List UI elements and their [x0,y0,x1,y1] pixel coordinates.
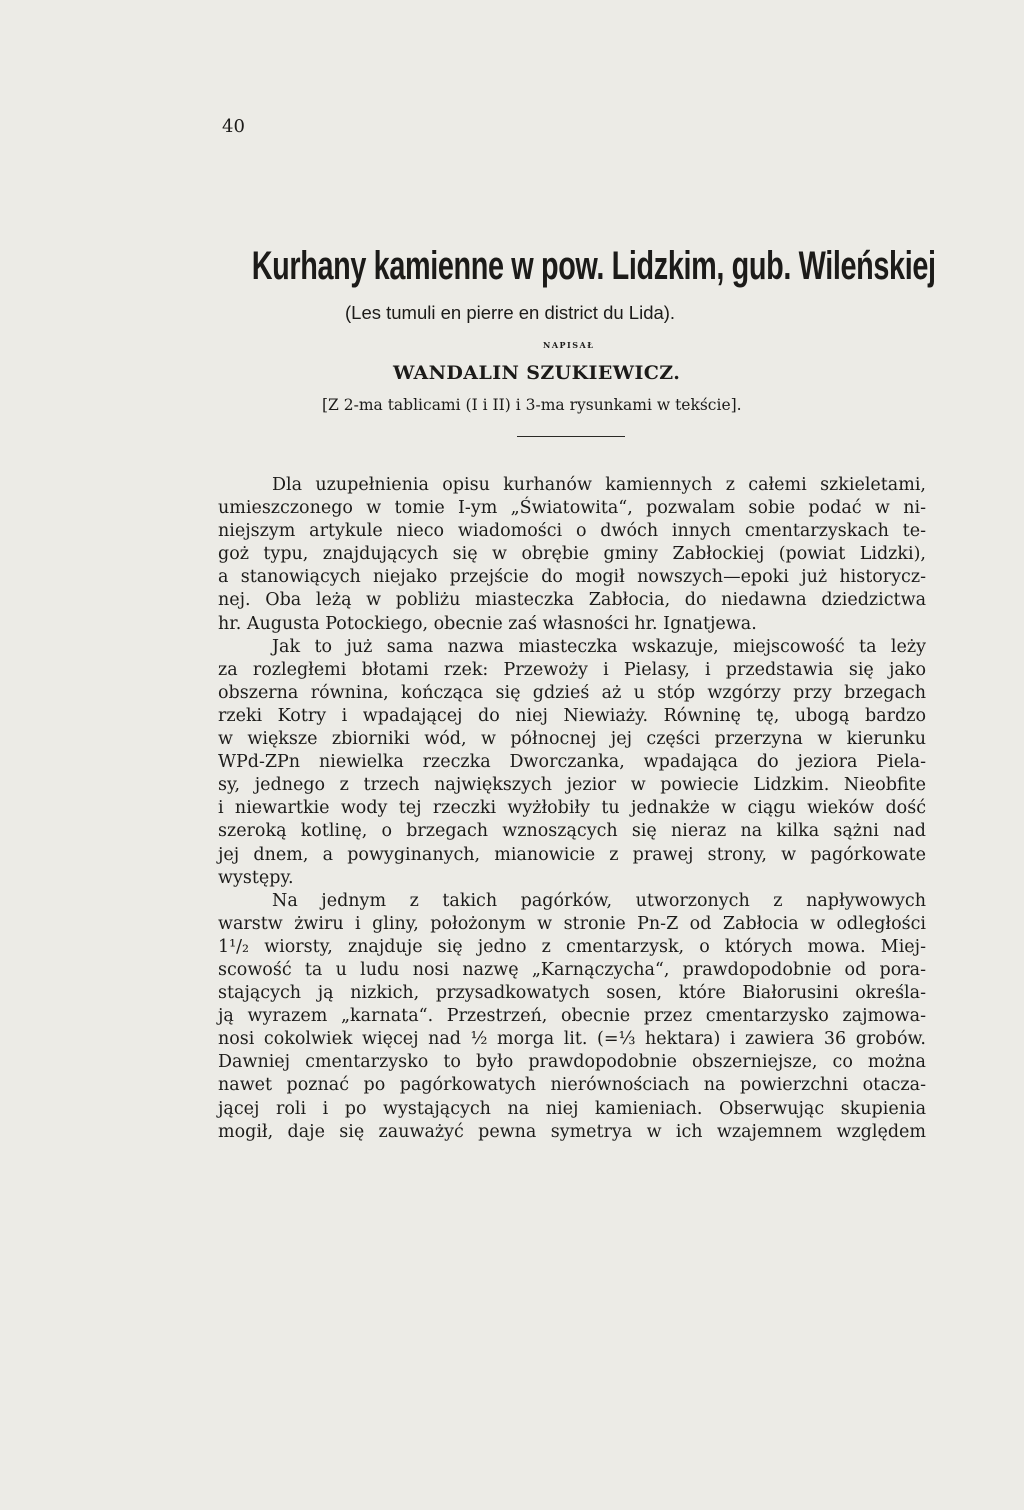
page-number: 40 [222,116,245,137]
article-title [161,244,936,289]
text-line: Na jednym z takich pagórków, utworzonych z napływowych [272,890,926,911]
byline-label: NAPISAŁ [543,340,595,350]
text-line: i niewartkie wody tej rzeczki wyżłobiły tu jednakże w ciągu wieków dość [218,798,926,819]
text-line: rzeki Kotry i wpadającej do niej Niewiaży. Równinę tę, ubogą bardzo [218,705,926,726]
text-line: nej. Oba leżą w pobliżu miasteczka Zabłocia, do niedawna dziedzictwa [218,590,926,611]
text-line: nosi cokolwiek więcej nad ½ morga lit. (=⅓ hektara) i zawiera 36 grobów. [218,1029,926,1050]
article-subtitle: (Les tumuli en pierre en district du Lida). [345,302,676,323]
text-line: hr. Augusta Potockiego, obecnie zaś własności hr. Ignatjewa. [218,613,757,634]
paragraph [218,474,926,636]
text-line: a stanowiących niejako przejście do mogił nowszych—epoki już historycz- [218,567,926,588]
section-divider [517,436,625,437]
text-line: szeroką kotlinę, o brzegach wznoszących się nieraz na kilka sążni nad [218,821,926,842]
text-line: 1¹/₂ wiorsty, znajduje się jedno z cmentarzysk, o których mowa. Miej- [218,936,926,957]
article-title-text: Kurhany kamienne w pow. Lidzkim, gub. Wileńskiej [251,244,936,288]
text-line: umieszczonego w tomie I-ym „Światowita“, pozwalam sobie podać w ni- [218,498,926,519]
text-line: występy. [218,867,294,888]
text-line: w większe zbiorniki wód, w północnej jej części przerzyna w kierunku [218,729,926,750]
text-line: Dla uzupełnienia opisu kurhanów kamiennych z całemi szkieletami, [272,475,926,495]
text-line: ją wyrazem „karnata“. Przestrzeń, obecnie przez cmentarzysko zajmowa- [218,1006,926,1027]
text-line: stających ją nizkich, przysadkowatych sosen, które Białorusini określa- [218,983,926,1004]
text-line: warstw żwiru i gliny, położonym w stronie Pn-Z od Zabłocia w odległości [218,913,926,934]
text-line: obszerna równina, kończąca się gdzieś aż u stóp wzgórzy przy brzegach [218,682,926,703]
text-line: Jak to już sama nazwa miasteczka wskazuje, miejscowość ta leży [272,636,926,657]
text-line: sy, jednego z trzech największych jezior w powiecie Lidzkim. Nieobfite [218,775,926,796]
paragraph [218,636,926,890]
author-name: WANDALIN SZUKIEWICZ. [393,362,681,384]
text-line: scowość ta u ludu nosi nazwę „Karnączycha“, prawdopodobnie od pora- [218,959,926,980]
text-line: niejszym artykule nieco wiadomości o dwóch innych cmentarzyskach te- [218,521,926,542]
text-line: jej dnem, a powyginanych, mianowicie z prawej strony, w pagórkowate [218,844,926,865]
text-line: jącej roli i po wystających na niej kamieniach. Obserwując skupienia [218,1098,926,1119]
text-line: WPd-ZPn niewielka rzeczka Dworczanka, wpadająca do jeziora Piela- [218,752,926,773]
text-line: goż typu, znajdujących się w obrębie gminy Zabłockiej (powiat Lidzki), [218,544,926,565]
text-line: mogił, daje się zauważyć pewna symetrya w ich wzajemnem względem [218,1121,926,1142]
text-line: za rozległemi błotami rzek: Przewoży i Pielasy, i przedstawia się jako [218,659,926,680]
illustrations-note: [Z 2-ma tablicami (I i II) i 3-ma rysunkami w tekście]. [322,396,742,414]
text-line: nawet poznać po pagórkowatych nierównościach na powierzchni otacza- [218,1075,926,1096]
article-body [218,474,926,1144]
paragraph [218,890,926,1144]
text-line: Dawniej cmentarzysko to było prawdopodobnie obszerniejsze, co można [218,1052,926,1073]
